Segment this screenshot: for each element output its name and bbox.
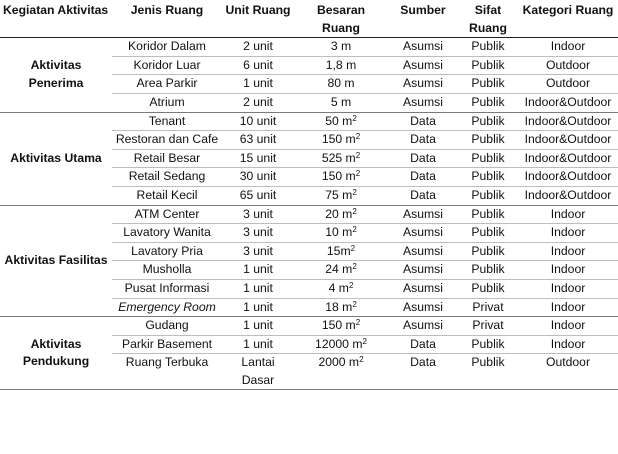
group-label: Aktivitas Penerima <box>0 38 112 112</box>
header-besaran-ruang: Besaran Ruang <box>294 0 388 38</box>
cell-sifat-ruang: Privat <box>458 317 518 336</box>
group-label: Aktivitas Fasilitas <box>0 205 112 317</box>
cell-kategori-ruang: Indoor&Outdoor <box>518 149 618 168</box>
cell-sumber: Data <box>388 112 458 131</box>
besaran-value: 2000 m <box>318 355 360 370</box>
cell-besaran-ruang <box>294 298 388 317</box>
cell-kategori-ruang: Indoor <box>518 279 618 298</box>
cell-sifat-ruang: Publik <box>458 75 518 94</box>
cell-kategori-ruang: Indoor&Outdoor <box>518 93 618 112</box>
header-sifat-ruang: Sifat Ruang <box>458 0 518 38</box>
cell-sifat-ruang: Publik <box>458 56 518 75</box>
cell-jenis-ruang: Parkir Basement <box>112 335 222 354</box>
cell-sumber: Asumsi <box>388 38 458 57</box>
besaran-superscript: 2 <box>348 280 354 290</box>
cell-unit-ruang: 65 unit <box>222 186 294 205</box>
cell-besaran-ruang <box>294 38 388 57</box>
table-row <box>0 112 618 131</box>
cell-sifat-ruang: Publik <box>458 205 518 224</box>
cell-jenis-ruang: Lavatory Wanita <box>112 224 222 243</box>
cell-unit-ruang: 63 unit <box>222 131 294 150</box>
cell-besaran-ruang <box>294 131 388 150</box>
cell-sumber: Asumsi <box>388 298 458 317</box>
cell-jenis-ruang: Area Parkir <box>112 75 222 94</box>
cell-jenis-ruang: Emergency Room <box>112 298 222 317</box>
cell-sifat-ruang: Publik <box>458 38 518 57</box>
cell-sifat-ruang: Publik <box>458 242 518 261</box>
cell-besaran-ruang <box>294 56 388 75</box>
besaran-superscript: 2 <box>362 336 367 346</box>
cell-sifat-ruang: Publik <box>458 261 518 280</box>
cell-kategori-ruang: Indoor <box>518 317 618 336</box>
cell-sumber: Asumsi <box>388 56 458 75</box>
besaran-superscript: 2 <box>355 318 361 328</box>
table-row <box>0 38 618 57</box>
cell-jenis-ruang: Gudang <box>112 317 222 336</box>
cell-unit-ruang: 3 unit <box>222 205 294 224</box>
besaran-value: 15m <box>326 243 351 258</box>
cell-kategori-ruang: Indoor <box>518 205 618 224</box>
cell-jenis-ruang: Atrium <box>112 93 222 112</box>
cell-unit-ruang: 1 unit <box>222 317 294 336</box>
cell-jenis-ruang: Lavatory Pria <box>112 242 222 261</box>
cell-sifat-ruang: Publik <box>458 168 518 187</box>
besaran-value: 3 m <box>330 39 352 54</box>
cell-sifat-ruang: Publik <box>458 335 518 354</box>
cell-sumber: Asumsi <box>388 75 458 94</box>
cell-besaran-ruang <box>294 261 388 280</box>
cell-sumber: Data <box>388 186 458 205</box>
cell-kategori-ruang: Indoor <box>518 224 618 243</box>
group-label: Aktivitas Pendukung <box>0 317 112 390</box>
cell-kategori-ruang: Indoor&Outdoor <box>518 131 618 150</box>
cell-kategori-ruang: Indoor <box>518 298 618 317</box>
besaran-value: 525 m <box>321 150 356 165</box>
cell-sumber: Data <box>388 168 458 187</box>
cell-sumber: Asumsi <box>388 224 458 243</box>
besaran-value: 150 m <box>321 169 356 184</box>
cell-sumber: Asumsi <box>388 205 458 224</box>
cell-besaran-ruang <box>294 75 388 94</box>
besaran-superscript: 2 <box>352 206 357 216</box>
besaran-superscript: 2 <box>355 169 361 179</box>
cell-kategori-ruang: Indoor <box>518 242 618 261</box>
cell-jenis-ruang: Retail Kecil <box>112 186 222 205</box>
cell-besaran-ruang <box>294 224 388 243</box>
besaran-value: 75 m <box>325 187 353 202</box>
cell-besaran-ruang <box>294 279 388 298</box>
cell-kategori-ruang: Outdoor <box>518 75 618 94</box>
cell-besaran-ruang <box>294 93 388 112</box>
cell-kategori-ruang: Indoor&Outdoor <box>518 186 618 205</box>
cell-unit-ruang: 2 unit <box>222 93 294 112</box>
besaran-value: 4 m <box>328 280 349 295</box>
besaran-value: 1,8 m <box>325 57 357 72</box>
besaran-value: 12000 m <box>315 336 363 351</box>
cell-sifat-ruang: Publik <box>458 131 518 150</box>
besaran-superscript: 2 <box>352 113 357 123</box>
cell-sumber: Asumsi <box>388 279 458 298</box>
group-label: Aktivitas Utama <box>0 112 112 205</box>
cell-sifat-ruang: Publik <box>458 186 518 205</box>
cell-jenis-ruang: Koridor Dalam <box>112 38 222 57</box>
besaran-superscript: 2 <box>352 262 357 272</box>
cell-unit-ruang: 3 unit <box>222 242 294 261</box>
besaran-value: 5 m <box>330 94 352 109</box>
cell-jenis-ruang: Koridor Luar <box>112 56 222 75</box>
cell-sifat-ruang: Privat <box>458 298 518 317</box>
besaran-value: 24 m <box>325 262 353 277</box>
besaran-superscript: 2 <box>355 150 361 160</box>
besaran-superscript: 2 <box>352 299 357 309</box>
besaran-superscript: 2 <box>352 225 357 235</box>
cell-kategori-ruang: Indoor <box>518 38 618 57</box>
cell-besaran-ruang <box>294 242 388 261</box>
cell-jenis-ruang: Retail Besar <box>112 149 222 168</box>
cell-unit-ruang: 1 unit <box>222 75 294 94</box>
cell-sifat-ruang: Publik <box>458 93 518 112</box>
cell-kategori-ruang: Outdoor <box>518 354 618 390</box>
cell-jenis-ruang: Musholla <box>112 261 222 280</box>
cell-sumber: Asumsi <box>388 317 458 336</box>
header-kategori-ruang: Kategori Ruang <box>518 0 618 38</box>
cell-unit-ruang: 6 unit <box>222 56 294 75</box>
cell-sumber: Asumsi <box>388 93 458 112</box>
cell-kategori-ruang: Indoor&Outdoor <box>518 112 618 131</box>
besaran-superscript: 2 <box>352 187 357 197</box>
cell-unit-ruang: Lantai Dasar <box>222 354 294 390</box>
header-unit-ruang: Unit Ruang <box>222 0 294 38</box>
cell-sumber: Asumsi <box>388 261 458 280</box>
header-kegiatan: Kegiatan Aktivitas <box>0 0 112 38</box>
table-body <box>0 38 618 390</box>
cell-sumber: Data <box>388 335 458 354</box>
cell-unit-ruang: 1 unit <box>222 261 294 280</box>
cell-besaran-ruang <box>294 186 388 205</box>
cell-sifat-ruang: Publik <box>458 279 518 298</box>
cell-unit-ruang: 1 unit <box>222 335 294 354</box>
cell-unit-ruang: 1 unit <box>222 298 294 317</box>
table-row <box>0 317 618 336</box>
besaran-value: 50 m <box>325 113 353 128</box>
cell-sifat-ruang: Publik <box>458 354 518 390</box>
besaran-superscript: 2 <box>355 132 361 142</box>
cell-besaran-ruang <box>294 317 388 336</box>
cell-unit-ruang: 10 unit <box>222 112 294 131</box>
cell-kategori-ruang: Indoor <box>518 335 618 354</box>
cell-sifat-ruang: Publik <box>458 112 518 131</box>
cell-jenis-ruang: Pusat Informasi <box>112 279 222 298</box>
cell-sumber: Data <box>388 354 458 390</box>
cell-sumber: Asumsi <box>388 242 458 261</box>
besaran-value: 150 m <box>321 318 356 333</box>
besaran-value: 150 m <box>321 132 356 147</box>
table-row <box>0 205 618 224</box>
cell-kategori-ruang: Outdoor <box>518 56 618 75</box>
cell-kategori-ruang: Indoor <box>518 261 618 280</box>
cell-jenis-ruang: ATM Center <box>112 205 222 224</box>
besaran-superscript: 2 <box>350 243 356 253</box>
besaran-value: 80 m <box>327 76 355 91</box>
cell-besaran-ruang <box>294 335 388 354</box>
cell-jenis-ruang: Restoran dan Cafe <box>112 131 222 150</box>
cell-unit-ruang: 2 unit <box>222 38 294 57</box>
cell-besaran-ruang <box>294 112 388 131</box>
besaran-value: 18 m <box>325 299 353 314</box>
cell-jenis-ruang: Ruang Terbuka <box>112 354 222 390</box>
cell-jenis-ruang: Tenant <box>112 112 222 131</box>
cell-sifat-ruang: Publik <box>458 149 518 168</box>
cell-besaran-ruang <box>294 205 388 224</box>
besaran-superscript: 2 <box>359 355 364 365</box>
cell-unit-ruang: 30 unit <box>222 168 294 187</box>
cell-besaran-ruang <box>294 149 388 168</box>
cell-unit-ruang: 3 unit <box>222 224 294 243</box>
cell-besaran-ruang <box>294 168 388 187</box>
header-row <box>0 0 618 38</box>
besaran-value: 20 m <box>325 206 353 221</box>
cell-sifat-ruang: Publik <box>458 224 518 243</box>
cell-unit-ruang: 15 unit <box>222 149 294 168</box>
header-sumber: Sumber <box>388 0 458 38</box>
cell-jenis-ruang: Retail Sedang <box>112 168 222 187</box>
besaran-value: 10 m <box>325 225 353 240</box>
cell-sumber: Data <box>388 131 458 150</box>
cell-unit-ruang: 1 unit <box>222 279 294 298</box>
header-jenis-ruang: Jenis Ruang <box>112 0 222 38</box>
cell-kategori-ruang: Indoor&Outdoor <box>518 168 618 187</box>
cell-sumber: Data <box>388 149 458 168</box>
cell-besaran-ruang <box>294 354 388 390</box>
